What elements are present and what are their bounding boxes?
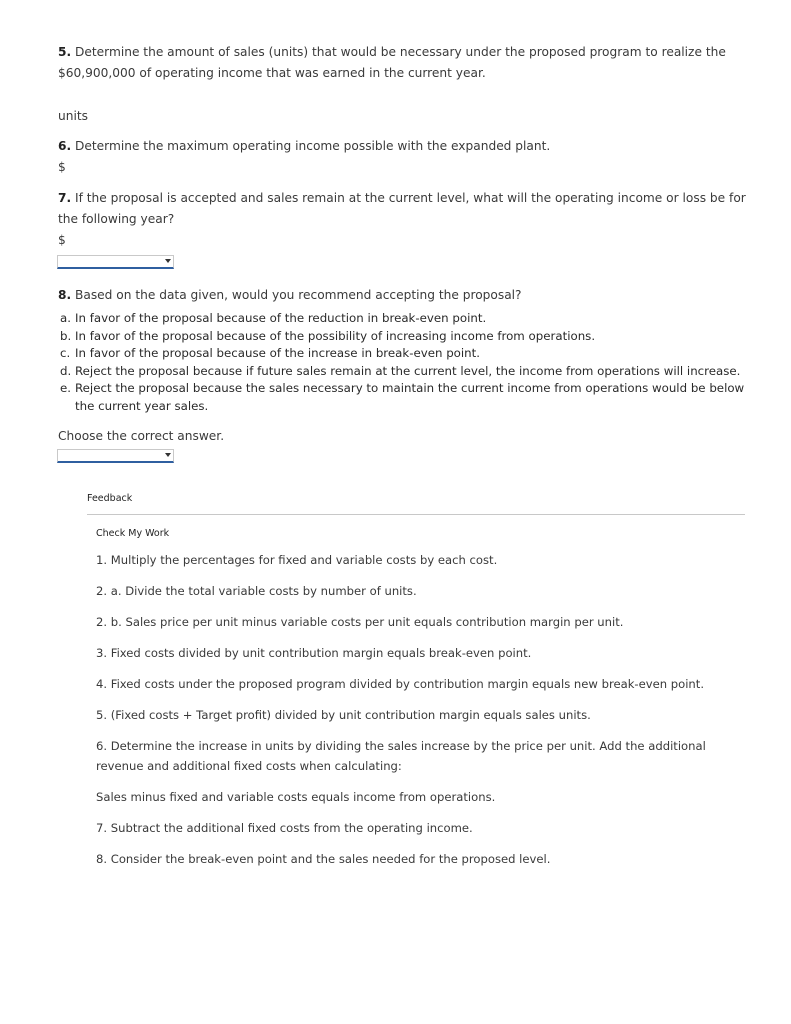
- answer-options: [60, 310, 760, 416]
- question-8: [58, 285, 758, 306]
- option-d: [60, 363, 760, 381]
- feedback-title: Feedback: [87, 493, 133, 504]
- hint-item: 4. Fixed costs under the proposed program divided by contribution margin equals new break-even point.: [96, 677, 705, 691]
- income-loss-dropdown[interactable]: [57, 255, 174, 269]
- hint-item: 7. Subtract the additional fixed costs from the operating income.: [96, 821, 473, 835]
- option-letter: a.: [60, 311, 71, 325]
- chevron-down-icon: [165, 259, 171, 263]
- question-text: If the proposal is accepted and sales remain at the current level, what will the operating income or loss be for the following year?: [58, 191, 746, 226]
- option-text: In favor of the proposal because of the possibility of increasing income from operations.: [75, 328, 596, 343]
- hint-item: 6. Determine the increase in units by dividing the sales increase by the price per unit. Add the additional revenue and additional fixed costs when calculating:: [96, 739, 706, 773]
- option-text: Reject the proposal because the sales necessary to maintain the current income from operations would be below the current year sales.: [75, 381, 745, 413]
- option-letter: e.: [60, 381, 72, 396]
- units-label: units: [58, 109, 88, 123]
- question-number: 7.: [58, 191, 72, 205]
- currency-label: $: [58, 233, 66, 247]
- hint-item: Sales minus fixed and variable costs equals income from operations.: [96, 790, 496, 804]
- question-5: [58, 42, 758, 84]
- currency-label: $: [58, 160, 66, 174]
- question-text: Determine the maximum operating income possible with the expanded plant.: [75, 139, 551, 153]
- question-number: 5.: [58, 45, 72, 59]
- option-e: [60, 380, 760, 415]
- choose-answer-label: Choose the correct answer.: [58, 429, 225, 443]
- question-6: [58, 136, 758, 157]
- check-my-work-label: Check My Work: [96, 528, 170, 539]
- hint-item: 2. a. Divide the total variable costs by number of units.: [96, 584, 417, 598]
- chevron-down-icon: [165, 453, 171, 457]
- option-letter: c.: [60, 346, 71, 361]
- hint-item: 2. b. Sales price per unit minus variable costs per unit equals contribution margin per unit.: [96, 615, 624, 629]
- answer-dropdown[interactable]: [57, 449, 174, 463]
- option-a: [60, 310, 760, 328]
- option-letter: b.: [60, 328, 72, 343]
- hint-item: 3. Fixed costs divided by unit contribution margin equals break-even point.: [96, 646, 532, 660]
- option-c: [60, 345, 760, 363]
- hint-item: 8. Consider the break-even point and the sales needed for the proposed level.: [96, 852, 551, 866]
- question-number: 8.: [58, 288, 72, 302]
- question-text: Determine the amount of sales (units) that would be necessary under the proposed program to realize the $60,900,000 of operating income that was earned in the current year.: [58, 45, 726, 80]
- hint-item: 5. (Fixed costs + Target profit) divided by unit contribution margin equals sales units.: [96, 708, 591, 722]
- option-text: In favor of the proposal because of the reduction in break-even point.: [75, 311, 487, 325]
- feedback-divider: [87, 514, 745, 515]
- question-number: 6.: [58, 139, 72, 153]
- question-7: [58, 188, 758, 230]
- option-text: In favor of the proposal because of the increase in break-even point.: [75, 346, 481, 361]
- option-text: Reject the proposal because if future sales remain at the current level, the income from operations will increase.: [75, 363, 741, 378]
- option-b: [60, 328, 760, 346]
- hint-item: 1. Multiply the percentages for fixed and variable costs by each cost.: [96, 553, 498, 567]
- option-letter: d.: [60, 363, 72, 378]
- question-text: Based on the data given, would you recommend accepting the proposal?: [75, 288, 522, 302]
